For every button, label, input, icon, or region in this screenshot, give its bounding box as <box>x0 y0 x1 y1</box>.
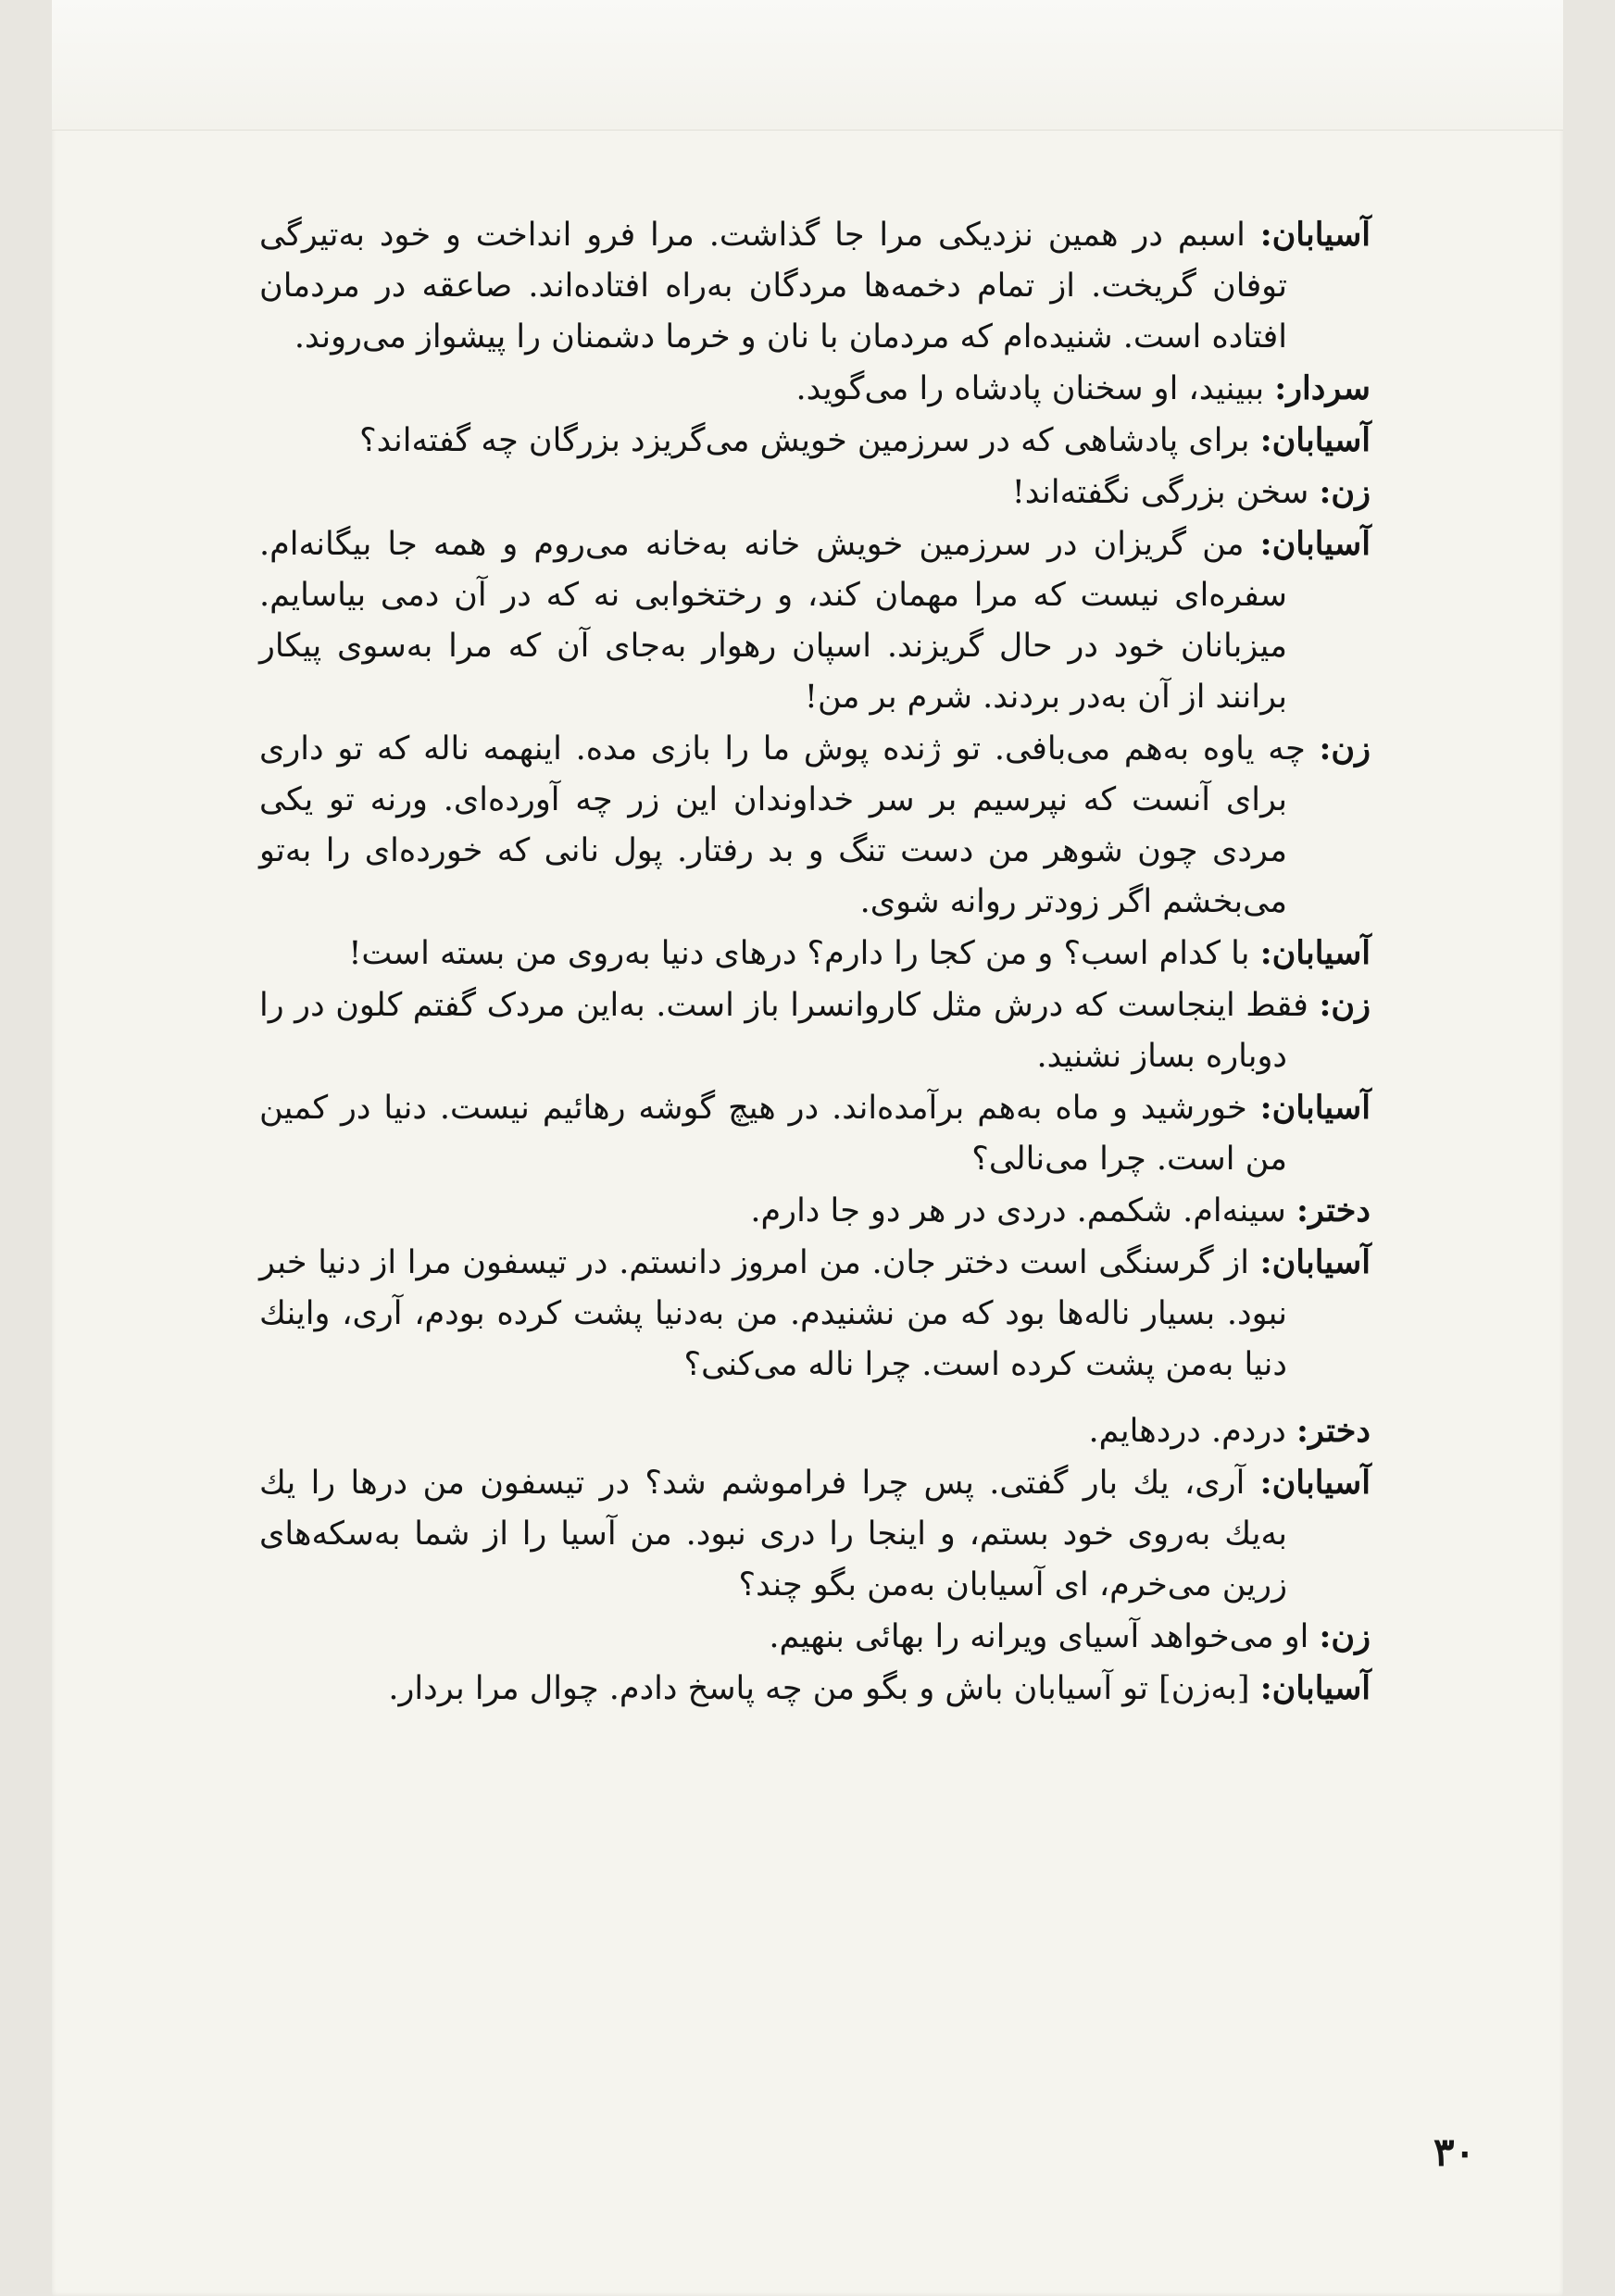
dialogue-line: اسبم در همین نزدیکی مرا جا گذاشت. مرا فرو انداخت و خود به‌تیرگی توفان گریخت. از تمام دخمه‌ها مردگان به‌راه افتاده‌اند. صاعقه در مردمان افتاده است. شنیده‌ام که مردمان با نان و خرما دشمنان را پیشواز می‌روند. <box>259 217 1287 356</box>
dialogue-line: سخن بزرگی نگفته‌اند! <box>1011 474 1309 511</box>
dialogue-entry <box>259 518 1371 723</box>
speaker-name: دختر: <box>1296 1192 1371 1229</box>
dialogue-entry <box>259 928 1371 980</box>
dialogue-entry <box>259 415 1371 467</box>
dialogue-line: من گریزان در سرزمین خویش خانه به‌خانه می‌روم و همه جا بیگانه‌ام. سفره‌ای نیست که مرا مهمان کند، و رختخوابی نه که در آن دمی بیاسایم. میزبانان خود در حال گریزند. اسپان رهوار به‌جای آن که مرا به‌سوی پیکار برانند از آن به‌در بردند. شرم بر من! <box>259 526 1287 716</box>
speaker-name: آسیابان: <box>1259 1464 1371 1502</box>
speaker-name: سردار: <box>1274 369 1371 407</box>
dialogue-line: [به‌زن] تو آسیابان باش و بگو من چه پاسخ دادم. چوال مرا بردار. <box>388 1670 1250 1707</box>
speaker-name: آسیابان: <box>1259 1089 1371 1127</box>
dialogue-entry <box>259 209 1371 363</box>
dialogue-line: از گرسنگی است دختر جان. من امروز دانستم. در تیسفون مرا از دنیا خبر نبود. بسیار ناله‌ها بود که من نشنیدم. من به‌دنیا پشت کرده بودم، آری، واینك دنیا به‌من پشت کرده است. چرا ناله می‌کنی؟ <box>259 1244 1287 1383</box>
dialogue-line: دردم. دردهایم. <box>1088 1413 1286 1450</box>
page-number: ۳۰ <box>1433 2129 1476 2175</box>
page-top-fold <box>52 0 1563 131</box>
speaker-name: آسیابان: <box>1259 421 1371 459</box>
dialogue-line: چه یاوه به‌هم می‌بافی. تو ژنده پوش ما را بازی مده. اینهمه ناله که تو داری برای آنست که نپرسیم بر سر خداوندان این زر چه آورده‌ای. ورنه تو یکی مردی چون شوهر من دست تنگ و بد رفتار. پول نانی که خورده‌ای را به‌تو می‌بخشم اگر زودتر روانه شوی. <box>259 730 1306 920</box>
dialogue-entry <box>259 1457 1371 1611</box>
speaker-name: آسیابان: <box>1259 1669 1371 1707</box>
dialogue-entry <box>259 1611 1371 1663</box>
dialogue-text <box>259 209 1371 1715</box>
dialogue-entry <box>259 1663 1371 1715</box>
dialogue-line: آری، یك بار گفتی. پس چرا فراموشم شد؟ در تیسفون من درها را یك به‌یك به‌روی خود بستم، و اینجا را دری نبود. من آسیا را از شما به‌سکه‌های زرین می‌خرم، ای آسیابان به‌من بگو چند؟ <box>259 1465 1287 1603</box>
dialogue-line: با کدام اسب؟ و من کجا را دارم؟ درهای دنیا به‌روی من بسته است! <box>348 935 1250 972</box>
speaker-name: آسیابان: <box>1259 1243 1371 1281</box>
speaker-name: آسیابان: <box>1259 934 1371 972</box>
speaker-name: آسیابان: <box>1259 216 1371 254</box>
dialogue-line: فقط اینجاست که درش مثل کاروانسرا باز است. به‌این مردک گفتم کلون در را دوباره بساز نشنید. <box>259 987 1308 1075</box>
dialogue-entry <box>259 723 1371 928</box>
dialogue-entry <box>259 1082 1371 1185</box>
dialogue-line: برای پادشاهی که در سرزمین خویش می‌گریزد بزرگان چه گفته‌اند؟ <box>359 422 1250 459</box>
dialogue-entry <box>259 363 1371 415</box>
dialogue-entry <box>259 1237 1371 1391</box>
speaker-name: زن: <box>1319 473 1371 511</box>
dialogue-line: ببینید، او سخنان پادشاه را می‌گوید. <box>795 370 1265 407</box>
dialogue-line: خورشید و ماه به‌هم برآمده‌اند. در هیچ گوشه رهائیم نیست. دنیا در کمین من است. چرا می‌نالی؟ <box>259 1090 1287 1178</box>
dialogue-line: او می‌خواهد آسیای ویرانه را بهائی بنهیم. <box>769 1618 1309 1655</box>
dialogue-entry <box>259 467 1371 518</box>
dialogue-entry <box>259 1405 1371 1457</box>
speaker-name: زن: <box>1319 730 1371 767</box>
speaker-name: زن: <box>1319 986 1371 1024</box>
speaker-name: آسیابان: <box>1259 525 1371 563</box>
dialogue-entry <box>259 1185 1371 1237</box>
dialogue-entry <box>259 980 1371 1082</box>
speaker-name: دختر: <box>1296 1412 1371 1450</box>
speaker-name: زن: <box>1319 1617 1371 1655</box>
dialogue-line: سینه‌ام. شکمم. دردی در هر دو جا دارم. <box>750 1192 1286 1229</box>
